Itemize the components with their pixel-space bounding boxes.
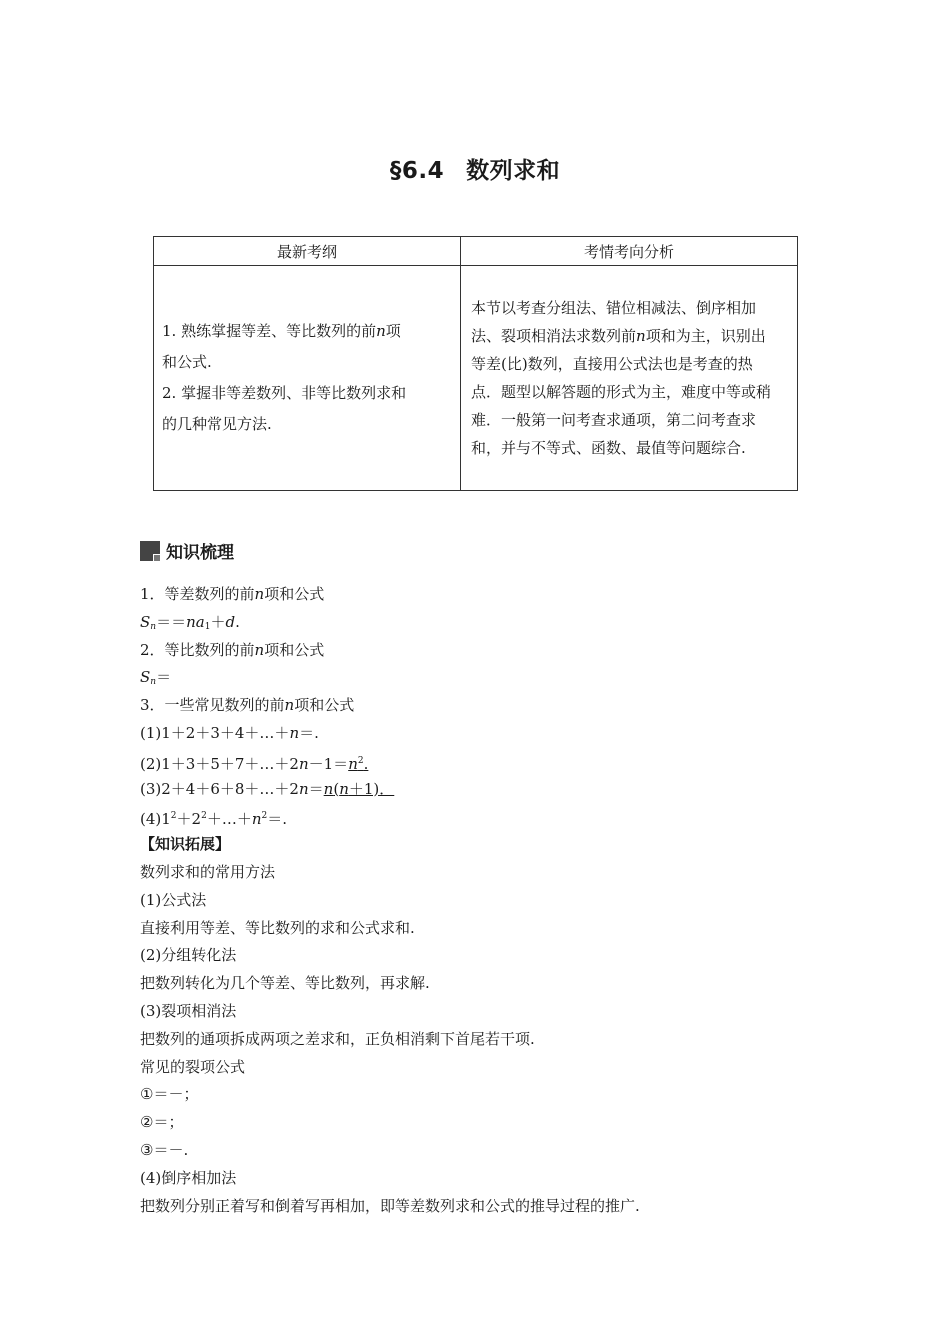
content-line-15: 把数列转化为几个等差、等比数列，再求解. xyxy=(140,974,430,993)
text: (2)1＋3＋5＋7＋…＋2 xyxy=(140,754,299,773)
content-line-2 xyxy=(140,609,840,637)
syllabus-line: 和公式. xyxy=(162,353,212,371)
text: ＋…＋ xyxy=(206,810,252,829)
var-s: S xyxy=(140,668,151,687)
text: 项 xyxy=(385,322,401,340)
text: 项和公式 xyxy=(264,585,325,603)
subscript: n xyxy=(150,621,157,632)
content-line-18: 常见的裂项公式 xyxy=(140,1057,246,1076)
var-na: na xyxy=(186,612,205,631)
analysis-line: 难．一般第一问考查求通项，第二问考查求 xyxy=(471,411,757,429)
header-syllabus: 最新考纲 xyxy=(154,237,461,266)
content-line-23: 把数列分别正着写和倒着写再相加，即等差数列求和公式的推导过程的推广. xyxy=(140,1196,640,1215)
content-line-7 xyxy=(140,748,840,776)
content-line-22: (4)倒序相加法 xyxy=(140,1168,237,1187)
table-header-row xyxy=(154,237,798,266)
text: ＋2 xyxy=(176,810,202,829)
analysis-line: 本节以考查分组法、错位相减法、倒序相加 xyxy=(471,299,757,317)
content-line-9 xyxy=(140,803,840,831)
text: 项和为主，识别出 xyxy=(645,327,766,345)
analysis-line: 等差(比)数列，直接用公式法也是考查的热 xyxy=(471,355,753,373)
text: ＝＝ xyxy=(156,612,187,631)
content-line-8 xyxy=(140,776,840,804)
content-line-17: 把数列的通项拆成两项之差求和，正负相消剩下首尾若干项. xyxy=(140,1029,535,1048)
section-number: §6.4 xyxy=(389,158,445,184)
var-n: n xyxy=(339,779,349,798)
content-line-20: ②＝； xyxy=(140,1113,184,1132)
subscript: 1 xyxy=(204,621,211,632)
content-line-16: (3)裂项相消法 xyxy=(140,1001,237,1020)
text: －1＝ xyxy=(308,754,349,773)
var-n: n xyxy=(298,754,309,773)
var-n: n xyxy=(254,640,265,659)
content-line-11: 数列求和的常用方法 xyxy=(140,862,276,881)
text: ＋ xyxy=(210,612,226,631)
syllabus-line xyxy=(162,316,452,347)
text: ＝ xyxy=(156,668,172,687)
outline-table xyxy=(153,236,798,491)
var-s: S xyxy=(140,612,151,631)
superscript: 2 xyxy=(201,811,207,822)
var-n: n xyxy=(376,322,386,340)
section-title: 数列求和 xyxy=(466,158,561,184)
section-square-icon xyxy=(140,541,160,561)
text: (3)2＋4＋6＋8＋…＋2 xyxy=(140,779,299,798)
text: 法、裂项相消法求数列前 xyxy=(471,327,637,345)
knowledge-extension-heading: 【知识拓展】 xyxy=(140,835,231,854)
superscript: 2 xyxy=(261,811,268,822)
text: 项和公式 xyxy=(264,640,325,659)
text: ＋1)． xyxy=(348,779,395,798)
text: (1)1＋2＋3＋4＋…＋ xyxy=(140,723,290,742)
table-row xyxy=(154,266,798,491)
text: . xyxy=(363,754,369,773)
text: 项和公式 xyxy=(294,696,355,715)
analysis-line xyxy=(471,322,787,350)
superscript: 2 xyxy=(357,755,364,766)
content-line-6 xyxy=(140,720,840,748)
analysis-line: 和，并与不等式、函数、最值等问题综合. xyxy=(471,439,746,457)
text: 2．等比数列的前 xyxy=(140,640,255,659)
syllabus-line: 2. 掌握非等差数列、非等比数列求和 xyxy=(162,384,407,402)
syllabus-cell xyxy=(154,266,461,491)
var-n: n xyxy=(254,585,265,603)
section-heading xyxy=(140,538,234,563)
content-line-14: (2)分组转化法 xyxy=(140,946,237,965)
content-line-5 xyxy=(140,692,840,720)
content-line-12: (1)公式法 xyxy=(140,890,207,909)
page-title xyxy=(0,152,950,185)
section-heading-text: 知识梳理 xyxy=(166,543,234,563)
text: 3．一些常见数列的前 xyxy=(140,696,285,715)
content-line-4 xyxy=(140,664,840,692)
underlined-answer xyxy=(324,780,395,798)
header-analysis: 考情考向分析 xyxy=(461,237,798,266)
content-line-21: ③＝－. xyxy=(140,1140,189,1159)
analysis-cell xyxy=(461,266,798,491)
syllabus-line: 的几种常见方法. xyxy=(162,415,272,433)
var-n: n xyxy=(348,754,358,773)
subscript: n xyxy=(150,677,157,688)
knowledge-content xyxy=(140,581,840,1220)
var-n: n xyxy=(323,779,334,798)
analysis-line: 点．题型以解答题的形式为主，难度中等或稍 xyxy=(471,383,772,401)
content-line-13: 直接利用等差、等比数列的求和公式求和. xyxy=(140,918,415,937)
text: 1．等差数列的前 xyxy=(140,585,255,603)
text: ＝ xyxy=(308,779,324,798)
text: 1. 熟练掌握等差、等比数列的前 xyxy=(162,322,377,340)
var-n: n xyxy=(298,779,309,798)
text: ＝. xyxy=(267,810,288,829)
var-n: n xyxy=(636,327,646,345)
content-line-19: ①＝－； xyxy=(140,1085,199,1104)
var-n: n xyxy=(289,723,300,742)
text: (4)1 xyxy=(140,810,171,829)
underlined-answer xyxy=(348,755,368,773)
var-n: n xyxy=(284,696,295,715)
text: ＝. xyxy=(299,723,319,742)
superscript: 2 xyxy=(170,811,177,822)
var-n: n xyxy=(251,810,262,829)
text: . xyxy=(235,612,240,631)
content-line-3 xyxy=(140,637,840,665)
content-line-1 xyxy=(140,581,840,609)
var-d: d xyxy=(225,612,236,631)
text: ( xyxy=(333,779,340,798)
